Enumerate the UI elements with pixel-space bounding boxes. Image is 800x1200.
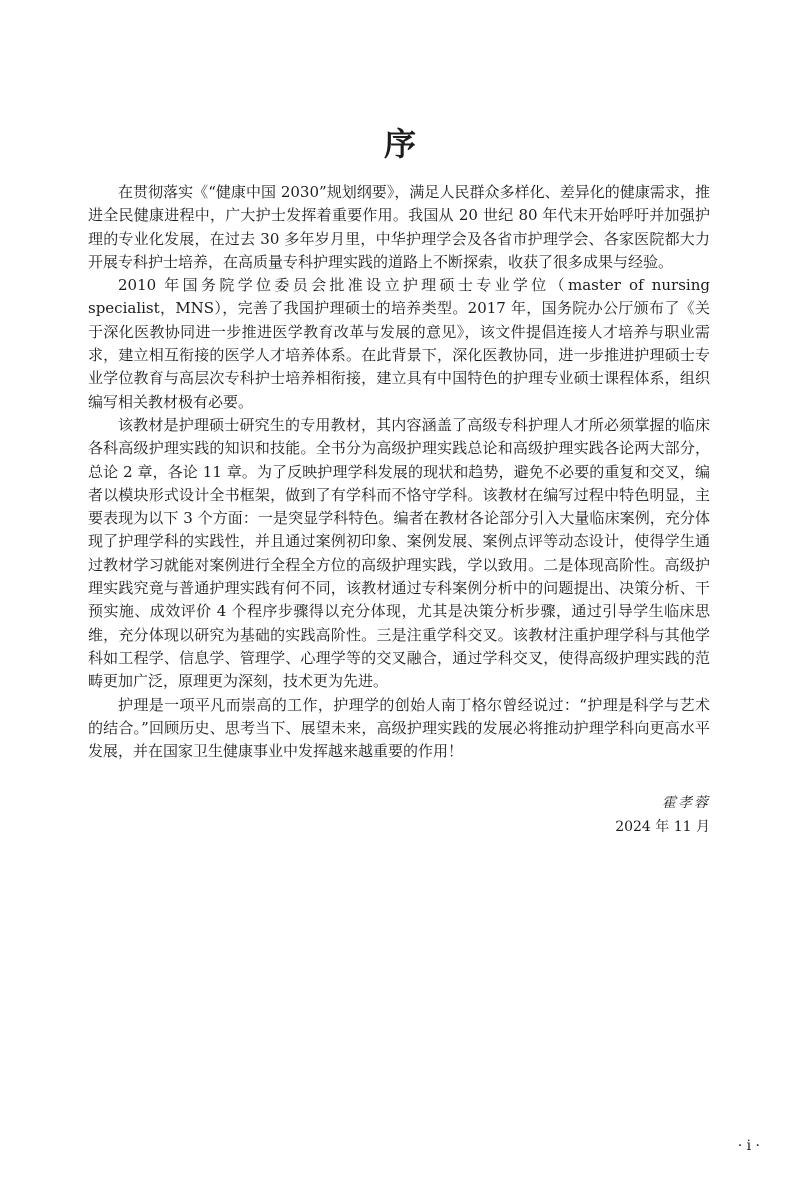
paragraph-2: 2010 年国务院学位委员会批准设立护理硕士专业学位（master of nursing specialist，MNS），完善了我国护理硕士的培养类型。2017 年，国务院办公厅颁布了《关于深化医教协同进一步推进医学教育改革与发展的意见》，该文件提倡连接人才培养与职业需求，建立相互衔接的医学人才培养体系。在此背景下，深化医教协同，进一步推进护理硕士专业学位教育与高层次专科护士培养相衔接，建立具有中国特色的护理专业硕士课程体系，组织编写相关教材极有必要。	[88, 276, 710, 411]
signature-date: 2024 年 11 月	[615, 819, 710, 835]
paragraph-3: 该教材是护理硕士研究生的专用教材，其内容涵盖了高级专科护理人才所必须掌握的临床各科高级护理实践的知识和技能。全书分为高级护理实践总论和高级护理实践各论两大部分，总论 2 章，各论 11 章。为了反映护理学科发展的现状和趋势，避免不必要的重复和交叉，编者以模块形式设计全书框架，做到了有学科而不恪守学科。该教材在编写过程中特色明显，主要表现为以下 3 个方面：一是突显学科特色。编者在教材各论部分引入大量临床案例，充分体现了护理学科的实践性，并且通过案例初印象、案例发展、案例点评等动态设计，使得学生通过教材学习就能对案例进行全程全方位的高级护理实践，学以致用。二是体现高阶性。高级护理实践究竟与普通护理实践有何不同，该教材通过专科案例分析中的问题提出、决策分析、干预实施、成效评价 4 个程序步骤得以充分体现，尤其是决策分析步骤，通过引导学生临床思维，充分体现以研究为基础的实践高阶性。三是注重学科交叉。该教材注重护理学科与其他学科如工程学、信息学、管理学、心理学等的交叉融合，通过学科交叉，使得高级护理实践的范畴更加广泛，原理更为深刻，技术更为先进。	[88, 415, 710, 691]
paragraph-4: 护理是一项平凡而崇高的工作，护理学的创始人南丁格尔曾经说过：“护理是科学与艺术的结合。”回顾历史、思考当下、展望未来，高级护理实践的发展必将推动护理学科向更高水平发展，并在国家卫生健康事业中发挥越来越重要的作用！	[88, 695, 710, 761]
page-number: · i ·	[737, 1138, 760, 1154]
paragraph-1: 在贯彻落实《“健康中国 2030”规划纲要》，满足人民群众多样化、差异化的健康需求，推进全民健康进程中，广大护士发挥着重要作用。我国从 20 世纪 80 年代末开始呼吁并加强护理的专业化发展，在过去 30 多年岁月里，中华护理学会及各省市护理学会、各家医院都大力开展专科护士培养，在高质量专科护理实践的道路上不断探索，收获了很多成果与经验。	[88, 183, 710, 271]
preface-body	[88, 181, 710, 763]
author-signature: 霍孝蓉	[662, 795, 710, 811]
page-title: 序	[383, 125, 416, 163]
